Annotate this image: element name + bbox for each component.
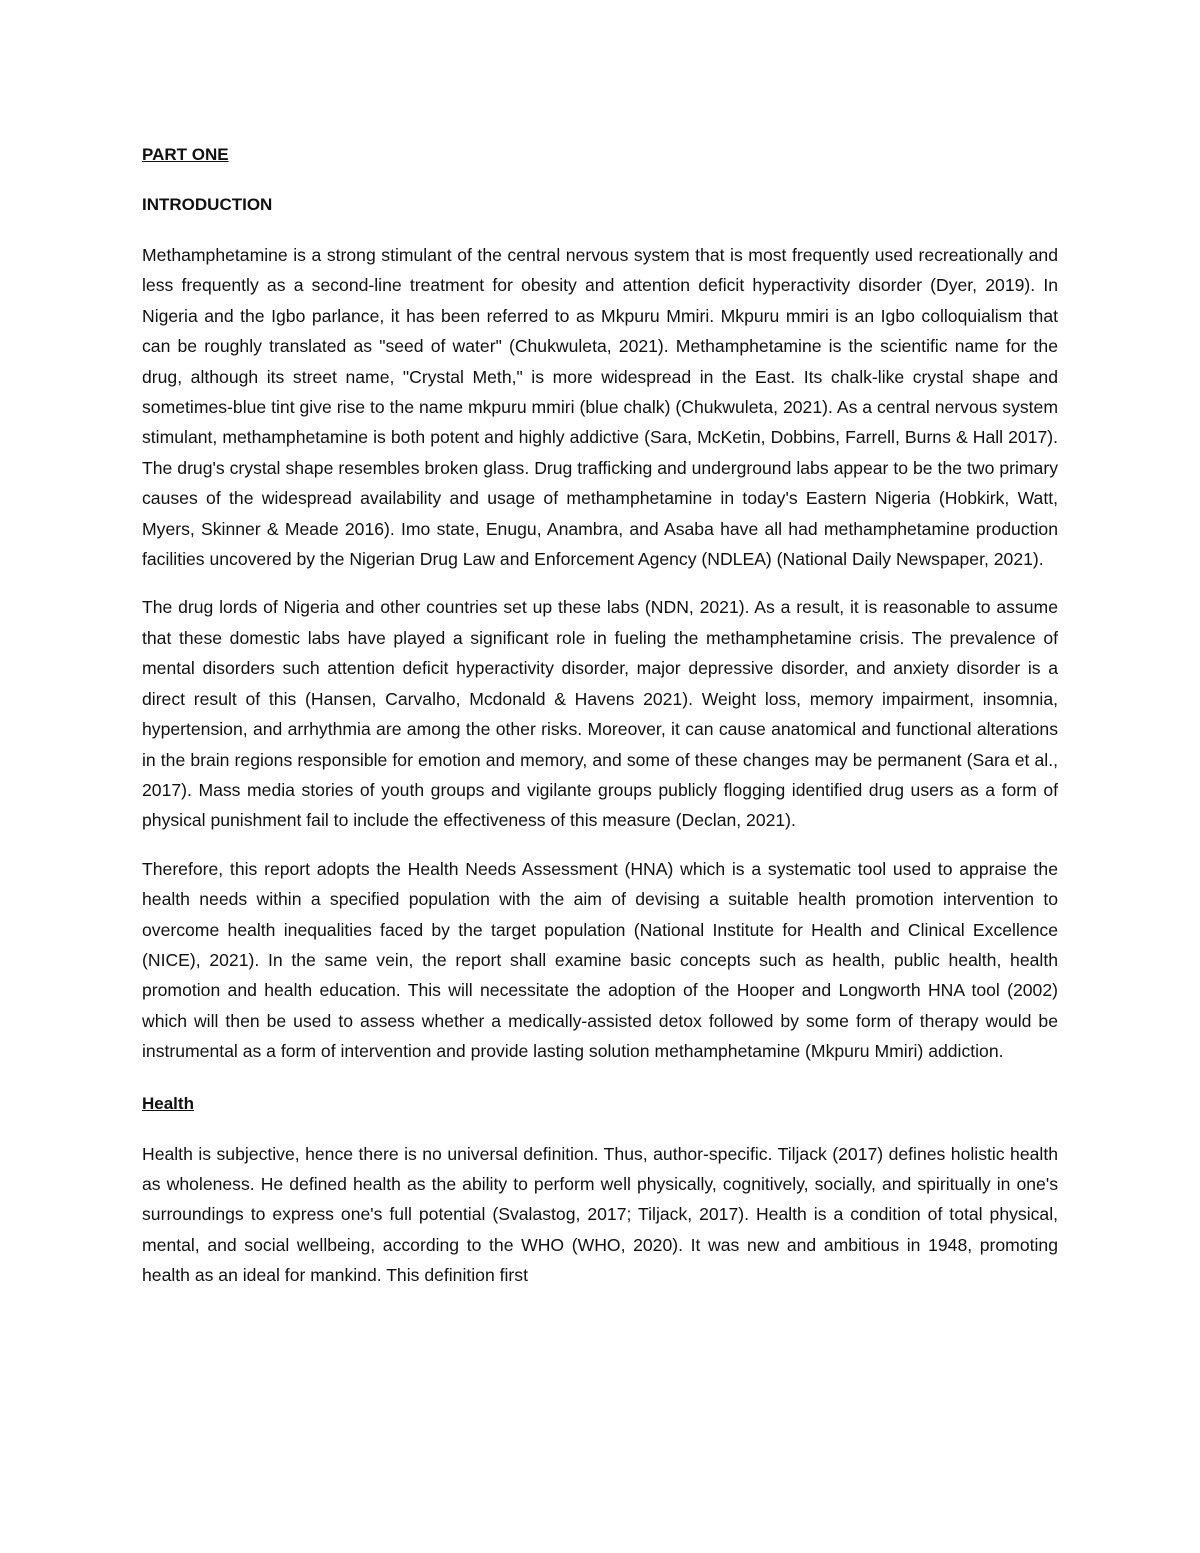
part-heading: PART ONE	[142, 145, 229, 164]
paragraph: Therefore, this report adopts the Health Needs Assessment (HNA) which is a systematic tool used to appraise the health needs within a specified population with the aim of devising a suitable health promotion intervention to overcome health inequalities faced by the target population (National Institute for Health and Clinical Excellence (NICE), 2021). In the same vein, the report shall examine basic concepts such as health, public health, health promotion and health education. This will necessitate the adoption of the Hooper and Longworth HNA tool (2002) which will then be used to assess whether a medically-assisted detox followed by some form of therapy would be instrumental as a form of intervention and provide lasting solution methamphetamine (Mkpuru Mmiri) addiction.	[142, 858, 1058, 1062]
section-heading: INTRODUCTION	[142, 195, 273, 214]
paragraph: Health is subjective, hence there is no universal definition. Thus, author-specific. Tiljack (2017) defines holistic health as wholeness. He defined health as the ability to perform well physically, cognitively, socially, and spiritually in one's surroundings to express one's full potential (Svalastog, 2017; Tiljack, 2017). Health is a condition of total physical, mental, and social wellbeing, according to the WHO (WHO, 2020). It was new and ambitious in 1948, promoting health as an ideal for mankind. This definition first	[142, 1143, 1058, 1286]
paragraph: Methamphetamine is a strong stimulant of the central nervous system that is most frequently used recreationally and less frequently as a second-line treatment for obesity and attention deficit hyperactivity disorder (Dyer, 2019). In Nigeria and the Igbo parlance, it has been referred to as Mkpuru Mmiri. Mkpuru mmiri is an Igbo colloquialism that can be roughly translated as "seed of water" (Chukwuleta, 2021). Methamphetamine is the scientific name for the drug, although its street name, "Crystal Meth," is more widespread in the East. Its chalk-like crystal shape and sometimes-blue tint give rise to the name mkpuru mmiri (blue chalk) (Chukwuleta, 2021). As a central nervous system stimulant, methamphetamine is both potent and highly addictive (Sara, McKetin, Dobbins, Farrell, Burns & Hall 2017). The drug's crystal shape resembles broken glass. Drug trafficking and underground labs appear to be the two primary causes of the widespread availability and usage of methamphetamine in today's Eastern Nigeria (Hobkirk, Watt, Myers, Skinner & Meade 2016). Imo state, Enugu, Anambra, and Asaba have all had methamphetamine production facilities uncovered by the Nigerian Drug Law and Enforcement Agency (NDLEA) (National Daily Newspaper, 2021).	[142, 245, 1058, 570]
document-page	[142, 140, 1058, 1291]
paragraph: The drug lords of Nigeria and other countries set up these labs (NDN, 2021). As a result, it is reasonable to assume that these domestic labs have played a significant role in fueling the methamphetamine crisis. The prevalence of mental disorders such attention deficit hyperactivity disorder, major depressive disorder, and anxiety disorder is a direct result of this (Hansen, Carvalho, Mcdonald & Havens 2021). Weight loss, memory impairment, insomnia, hypertension, and arrhythmia are among the other risks. Moreover, it can cause anatomical and functional alterations in the brain regions responsible for emotion and memory, and some of these changes may be permanent (Sara et al., 2017). Mass media stories of youth groups and vigilante groups publicly flogging identified drug users as a form of physical punishment fail to include the effectiveness of this measure (Declan, 2021).	[142, 597, 1058, 831]
subsection-heading: Health	[142, 1093, 194, 1113]
